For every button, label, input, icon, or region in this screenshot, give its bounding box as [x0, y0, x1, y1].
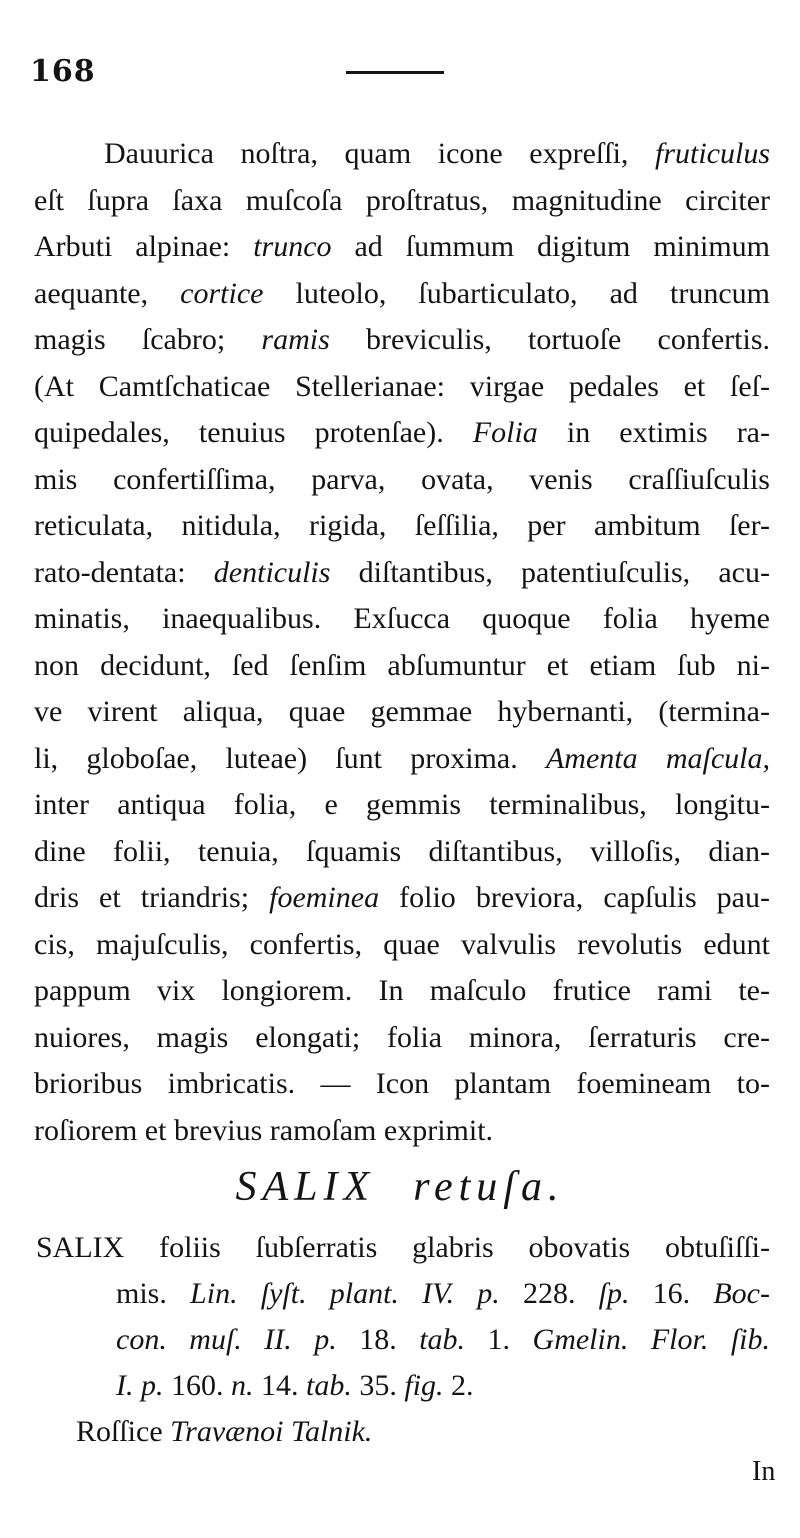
text-run: 2. — [443, 1369, 474, 1402]
text-run: cis, majuſculis, confertis, quae valvulis revolutis edunt — [34, 927, 770, 961]
synonymy-line — [116, 1320, 770, 1360]
text-run: diſtantibus, patentiuſculis, acu- — [330, 555, 770, 589]
page-number: 168 — [30, 54, 96, 89]
text-run: pappum vix longiorem. In maſculo frutice rami te- — [34, 974, 770, 1007]
paragraph-line — [34, 506, 770, 546]
italic-run: cortice — [180, 276, 264, 310]
paragraph-line — [34, 460, 770, 500]
text-run: nuiores, magis elongati; folia minora, ſerraturis cre- — [34, 1020, 770, 1054]
italic-run: Lin. ſyſt. plant. IV. p. — [190, 1277, 500, 1310]
paragraph-line — [34, 1064, 770, 1104]
text-run: 18. — [336, 1323, 420, 1356]
text-run: ad ſummum digitum minimum — [331, 230, 770, 263]
vernacular-line — [76, 1412, 372, 1452]
header-rule — [346, 71, 444, 74]
text-run: folio breviora, capſulis pau- — [379, 881, 770, 914]
text-run: (At Camtſchaticae Stellerianae: virgae pedales et ſeſ- — [34, 369, 770, 403]
text-run: li, globoſae, luteae) ſunt proxima. — [34, 741, 546, 775]
paragraph-line — [34, 599, 770, 639]
text-run: in extimis ra- — [537, 416, 770, 449]
text-run: ve virent aliqua, quae gemmae hybernanti, (termina- — [34, 695, 770, 728]
text-run: 228. — [499, 1277, 599, 1310]
text-run: 160. — [163, 1369, 231, 1402]
text-run: luteolo, ſubarticulato, ad truncum — [263, 276, 770, 310]
paragraph-line — [34, 832, 770, 872]
text-run: quipedales, tenuius protenſae). — [34, 416, 473, 449]
text-run: mis. — [116, 1277, 191, 1310]
text-run: inter antiqua folia, e gemmis terminalibus, longitu- — [34, 788, 770, 821]
species-title — [0, 1162, 800, 1212]
italic-run: tab. — [419, 1323, 466, 1356]
italic-run: denticulis — [213, 555, 331, 589]
text-run: brioribus imbricatis. — Icon plantam foemineam to- — [34, 1067, 770, 1100]
text-run: Dauurica noſtra, quam icone expreſſi, — [104, 137, 655, 170]
italic-run: tab. — [306, 1369, 352, 1402]
italic-run: n. — [231, 1369, 254, 1402]
text-run: SALIX foliis ſubſerratis glabris obovatis obtuſiſſi- — [36, 1231, 770, 1264]
text-run: rato-dentata: — [34, 555, 214, 589]
paragraph-line — [34, 553, 770, 593]
species-epithet: retuſa. — [413, 1164, 565, 1210]
text-run: 16. — [629, 1277, 714, 1310]
paragraph-line — [34, 1018, 770, 1058]
text-run: aequante, — [34, 276, 181, 310]
synonymy-line — [116, 1366, 474, 1406]
paragraph-line — [34, 181, 770, 221]
text-run: magis ſcabro; — [34, 323, 262, 356]
paragraph-line — [34, 646, 770, 686]
italic-run: fig. — [404, 1369, 444, 1402]
text-run: mis confertiſſima, parva, ovata, venis craſſiuſculis — [34, 462, 770, 496]
italic-run: ramis — [261, 323, 330, 356]
italic-run: fruticulus — [654, 137, 770, 170]
text-run: roſiorem et brevius ramoſam exprimit. — [34, 1113, 494, 1147]
italic-run: ſp. — [598, 1277, 630, 1310]
paragraph-line — [34, 971, 770, 1011]
text-run: eſt ſupra ſaxa muſcoſa proſtratus, magnitudine circiter — [34, 183, 770, 217]
text-run: breviculis, tortuoſe confertis. — [329, 323, 770, 356]
italic-run: Travænoi Talnik. — [170, 1415, 373, 1448]
text-run: dris et triandris; — [34, 881, 270, 914]
italic-run: I. p. — [116, 1369, 164, 1402]
paragraph-line — [34, 413, 770, 453]
paragraph-line — [34, 739, 770, 779]
paragraph-line — [34, 274, 770, 314]
text-run: 14. — [253, 1369, 306, 1402]
paragraph-line — [34, 785, 770, 825]
italic-run: Boc- — [713, 1277, 770, 1310]
synonymy-line — [116, 1274, 770, 1314]
text-run: Roſſice — [76, 1415, 171, 1448]
text-run: Arbuti alpinae: — [34, 230, 254, 263]
italic-run: trunco — [253, 230, 332, 263]
synonymy-line — [36, 1228, 770, 1268]
paragraph-line — [34, 1111, 493, 1151]
text-run: minatis, inaequalibus. Exſucca quoque folia hyeme — [34, 602, 770, 635]
text-run: 35. — [351, 1369, 405, 1402]
species-genus: SALIX — [235, 1164, 376, 1210]
text-run: non decidunt, ſed ſenſim abſumuntur et etiam ſub ni- — [34, 648, 770, 682]
paragraph-line — [34, 692, 770, 732]
paragraph-line — [34, 878, 770, 918]
text-run: dine folii, tenuia, ſquamis diſtantibus, villoſis, dian- — [34, 834, 770, 868]
text-run: 1. — [465, 1323, 533, 1356]
paragraph-line — [104, 134, 770, 174]
catchword: In — [752, 1456, 776, 1487]
italic-run: Folia — [472, 416, 538, 449]
italic-run: Amenta maſcula, — [545, 741, 770, 775]
italic-run: foeminea — [269, 881, 380, 914]
paragraph-line — [34, 227, 770, 267]
italic-run: con. muſ. II. p. — [116, 1323, 337, 1356]
italic-run: Gmelin. Flor. ſib. — [532, 1323, 770, 1356]
paragraph-line — [34, 925, 770, 965]
paragraph-line — [34, 367, 770, 407]
text-run: reticulata, nitidula, rigida, ſeſſilia, per ambitum ſer- — [34, 509, 770, 542]
paragraph-line — [34, 320, 770, 360]
